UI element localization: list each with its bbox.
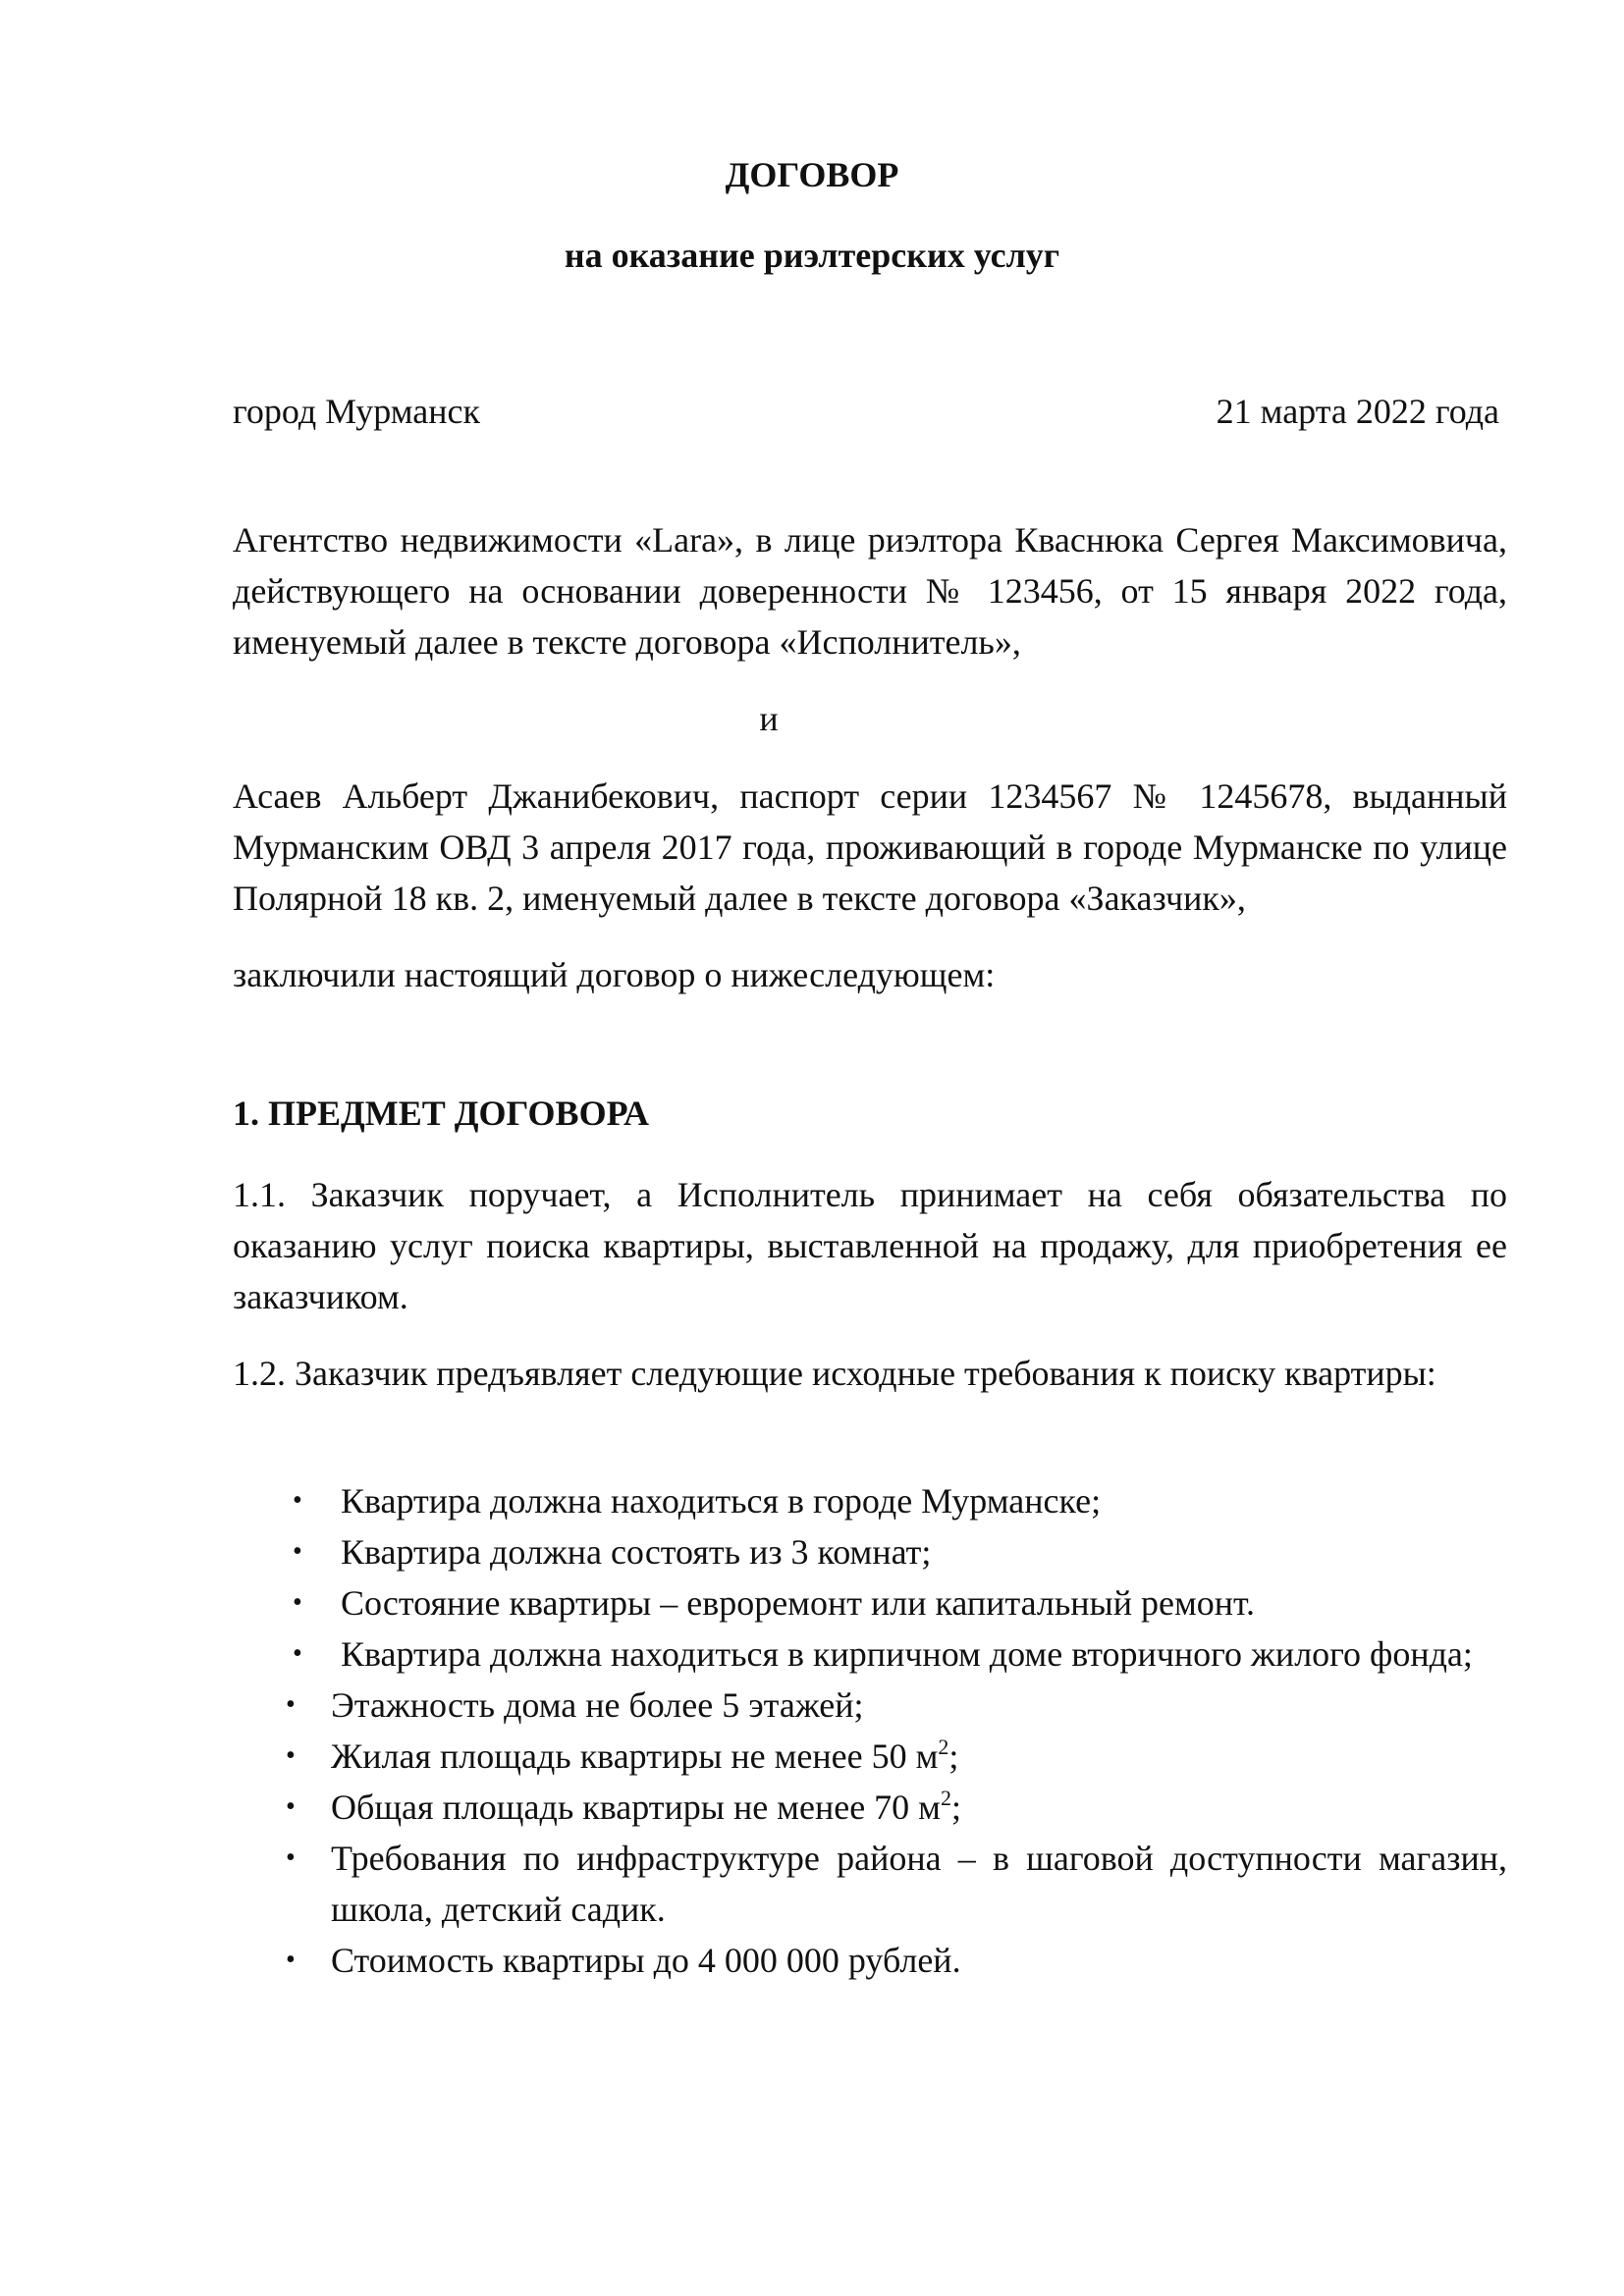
document-subtitle: на оказание риэлтерских услуг xyxy=(564,236,1060,275)
contract-date: 21 марта 2022 года xyxy=(1216,392,1499,431)
bullet-icon: • xyxy=(286,1740,296,1771)
bullet-icon: • xyxy=(286,1842,296,1873)
document-title: ДОГОВОР xyxy=(725,155,899,194)
concluded-paragraph: заключили настоящий договор о нижеследующем: xyxy=(233,955,996,994)
requirement-text: Этажность дома не более 5 этажей; xyxy=(331,1685,864,1725)
contract-city: город Мурманск xyxy=(233,392,480,431)
list-item xyxy=(233,1629,1507,1680)
clause-1-1: 1.1. Заказчик поручает, а Исполнитель принимает на себя обязательства по оказанию услуг поиска квартиры, выставленной на продажу, для приобретения ее заказчиком. xyxy=(233,1175,1507,1316)
city-date-line xyxy=(233,390,1499,433)
requirement-text: Квартира должна находиться в кирпичном доме вторичного жилого фонда; xyxy=(341,1634,1473,1674)
bullet-icon: • xyxy=(286,1791,296,1822)
list-item xyxy=(233,1782,1507,1833)
list-item xyxy=(233,1935,1507,1986)
bullet-icon: • xyxy=(293,1485,302,1516)
requirement-text: Требования по инфраструктуре района – в шаговой доступности магазин, школа, детский садик. xyxy=(331,1839,1507,1929)
list-item xyxy=(233,1475,1507,1526)
bullet-icon: • xyxy=(286,1689,296,1720)
list-item xyxy=(233,1577,1507,1629)
requirement-text: Квартира должна состоять из 3 комнат; xyxy=(341,1532,932,1572)
list-item xyxy=(233,1680,1507,1731)
requirement-suffix: ; xyxy=(950,1788,961,1827)
area-superscript: 2 xyxy=(940,1786,951,1810)
requirements-list xyxy=(233,1475,1507,1986)
bullet-icon: • xyxy=(293,1536,302,1567)
customer-paragraph: Асаев Альберт Джанибекович, паспорт серии 1234567 № 1245678, выданный Мурманским ОВД 3 апреля 2017 года, проживающий в городе Мурманске по улице Полярной 18 кв. 2, именуемый далее в тексте договора «Заказчик», xyxy=(233,776,1507,918)
bullet-icon: • xyxy=(286,1945,296,1975)
requirement-text: Общая площадь квартиры не менее 70 м xyxy=(331,1788,941,1827)
requirement-suffix: ; xyxy=(948,1736,959,1776)
bullet-icon: • xyxy=(293,1638,302,1669)
list-item xyxy=(233,1731,1507,1782)
requirement-text: Жилая площадь квартиры не менее 50 м xyxy=(331,1736,939,1776)
requirement-text: Стоимость квартиры до 4 000 000 рублей. xyxy=(331,1941,961,1980)
clause-1-2: 1.2. Заказчик предъявляет следующие исходные требования к поиску квартиры: xyxy=(233,1354,1436,1393)
area-superscript: 2 xyxy=(938,1735,949,1759)
list-item xyxy=(233,1833,1507,1935)
requirement-text: Квартира должна находиться в городе Мурманске; xyxy=(341,1481,1102,1521)
list-item xyxy=(233,1526,1507,1577)
requirement-text: Состояние квартиры – евроремонт или капитальный ремонт. xyxy=(341,1583,1256,1623)
bullet-icon: • xyxy=(293,1587,302,1618)
executor-paragraph: Агентство недвижимости «Lara», в лице риэлтора Кваснюка Сергея Максимовича, действующего на основании доверенности № 123456, от 15 января 2022 года, именуемый далее в тексте договора «Исполнитель», xyxy=(233,520,1507,662)
parties-conjunction: и xyxy=(759,699,779,738)
section-heading: 1. ПРЕДМЕТ ДОГОВОРА xyxy=(233,1094,649,1133)
